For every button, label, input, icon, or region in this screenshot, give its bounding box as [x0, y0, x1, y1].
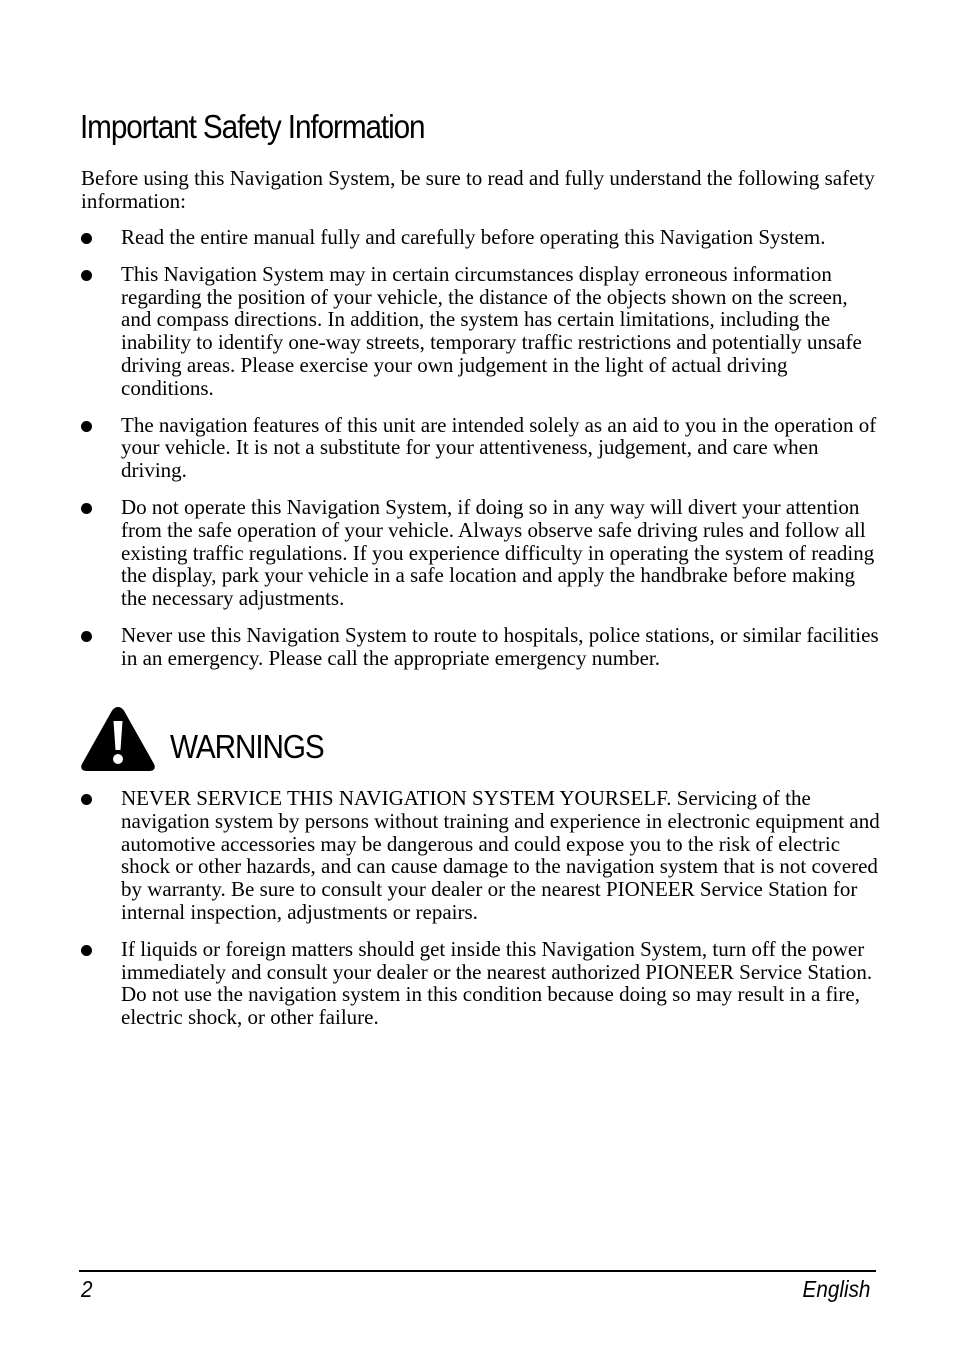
warnings-title: WARNINGS [170, 728, 324, 765]
safety-list [0, 226, 954, 684]
list-item-text: This Navigation System may in certain circumstances display erroneous information regarding the position of your vehicle, the distance of the objects shown on the screen, and compass directions. In addition, the system has certain limitations, including the inability to identify one-way streets, temporary traffic restrictions and potentially unsafe driving areas. Please exercise your own judgement in the light of actual driving conditions. [121, 261, 862, 400]
list-item-text: Do not operate this Navigation System, if doing so in any way will divert your attention from the safe operation of your vehicle. Always observe safe driving rules and follow all existing traffic regulations. If you experience difficulty in operating the system of reading the display, park your vehicle in a safe location and apply the handbrake before making the necessary adjustments. [121, 494, 875, 611]
list-item [0, 263, 954, 400]
footer-language: English [802, 1276, 870, 1302]
bullet-icon [81, 270, 92, 281]
list-item [0, 226, 954, 249]
intro-paragraph: Before using this Navigation System, be sure to read and fully understand the following safety information: [81, 166, 875, 213]
page-title: Important Safety Information [80, 108, 425, 145]
list-item-text: Read the entire manual fully and carefully before operating this Navigation System. [121, 225, 826, 249]
warnings-header [80, 704, 580, 774]
list-item [0, 414, 954, 482]
warnings-list [0, 787, 954, 1043]
list-item [0, 624, 954, 670]
list-item-text: Never use this Navigation System to route to hospitals, police stations, or similar facilities in an emergency. Please call the appropriate emergency number. [121, 622, 879, 670]
bullet-icon [81, 945, 92, 956]
page-number: 2 [81, 1276, 93, 1302]
list-item-text: If liquids or foreign matters should get inside this Navigation System, turn off the power immediately and consult your dealer or the nearest authorized PIONEER Service Station. Do not use the navigation system in this condition because doing so may result in a fire, electric shock, or other failure. [121, 936, 873, 1030]
list-item [0, 496, 954, 610]
bullet-icon [81, 631, 92, 642]
list-item [0, 787, 954, 924]
bullet-icon [81, 503, 92, 514]
list-item-text: NEVER SERVICE THIS NAVIGATION SYSTEM YOURSELF. Servicing of the navigation system by persons without training and experience in electronic equipment and automotive accessories may be dangerous and could expose you to the risk of electric shock or other hazards, and can cause damage to the navigation system that is not covered by warranty. Be sure to consult your dealer or the nearest PIONEER Service Station for internal inspection, adjustments or repairs. [121, 786, 880, 924]
list-item-text: The navigation features of this unit are intended solely as an aid to you in the operation of your vehicle. It is not a substitute for your attentiveness, judgement, and care when driving. [121, 412, 877, 483]
warning-triangle-icon [80, 704, 156, 772]
list-item [0, 938, 954, 1029]
bullet-icon [81, 421, 92, 432]
bullet-icon [81, 233, 92, 244]
bullet-icon [81, 794, 92, 805]
footer-divider [79, 1270, 876, 1272]
